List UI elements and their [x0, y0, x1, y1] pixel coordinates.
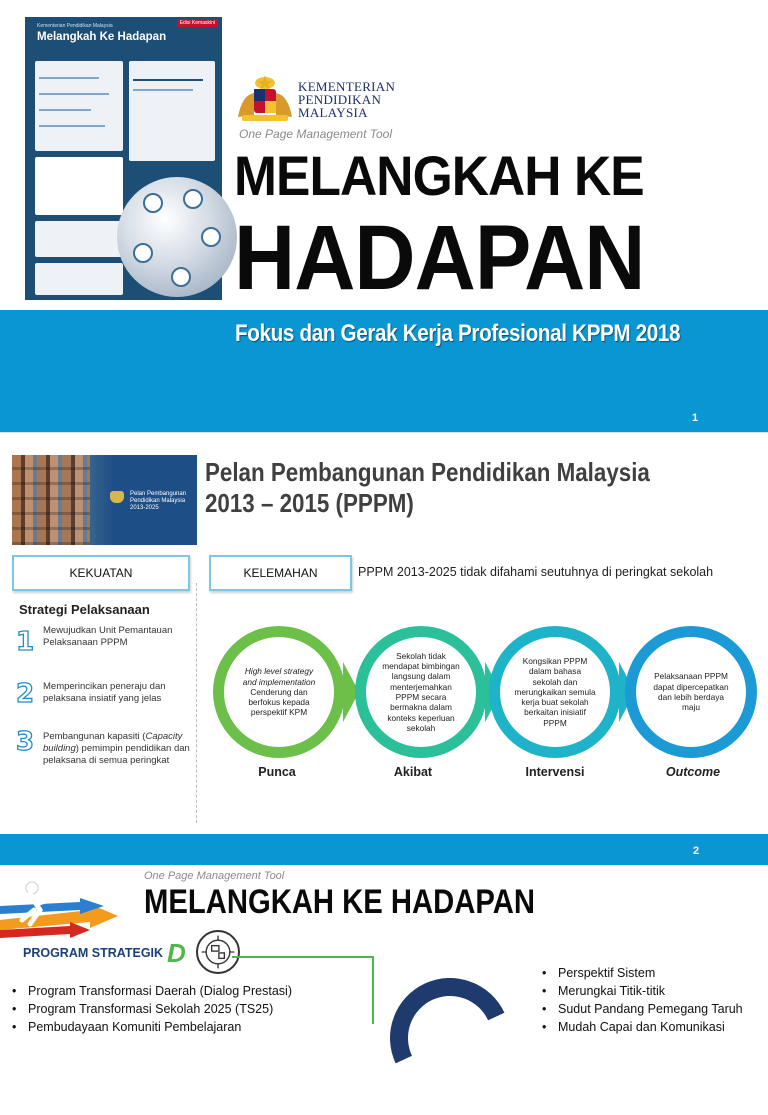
list-item: • Program Transformasi Sekolah 2025 (TS25): [10, 1000, 292, 1018]
flow-label-punca: Punca: [258, 765, 296, 779]
node-icon: [143, 193, 163, 213]
page-number: 1: [692, 412, 699, 424]
strategy-number-2: 2: [16, 679, 35, 709]
subtitle: Fokus dan Gerak Kerja Profesional KPPM 2018: [235, 320, 681, 347]
flow-text-outcome: Pelaksanaan PPPM dapat dipercepatkan dan lebih berdaya maju: [653, 671, 729, 713]
strategy-text-3-b: ) pemimpin pendidikan dan pelaksana di semua peringkat: [43, 743, 190, 766]
thumbnail-text-line: [133, 79, 203, 81]
faces-mosaic: [12, 455, 90, 545]
flow-body-punca: Cenderung dan berfokus kepada perspektif KPM: [248, 686, 310, 718]
principle-list: [540, 964, 743, 1036]
thumbnail-title: Melangkah Ke Hadapan: [37, 31, 167, 43]
node-icon: [183, 189, 203, 209]
flow-label-akibat: Akibat: [393, 765, 433, 779]
kelemahan-box: [209, 555, 352, 591]
thumbnail-ministry-line: Kementerian Pendidikan Malaysia: [37, 23, 113, 29]
tagline: One Page Management Tool: [144, 870, 285, 882]
divider: [196, 583, 197, 823]
kekuatan-box: [12, 555, 190, 591]
thumbnail-text-line: [133, 89, 193, 91]
ministry-line-1: KEMENTERIAN: [298, 79, 396, 94]
node-icon: [171, 267, 191, 287]
flow-text-akibat: Sekolah tidak mendapat bimbingan langsung dalam menterjemahkan PPPM secara bermakna dalam konteks keperluan sekolah: [382, 650, 460, 733]
connector-line: [372, 956, 374, 1024]
thumbnail-tag: Edisi Kemaskini: [177, 19, 218, 27]
title-line-1: Pelan Pembangunan Pendidikan Malaysia: [205, 457, 650, 487]
list-item: • Perspektif Sistem: [540, 964, 743, 982]
flow-italic-punca: High level strategy and implementation: [242, 666, 316, 687]
ministry-line-2: PENDIDIKAN: [298, 92, 382, 107]
kelemahan-label: KELEMAHAN: [243, 566, 318, 580]
list-item: • Pembudayaan Komuniti Pembelajaran: [10, 1018, 292, 1036]
flow-label-intervensi: Intervensi: [525, 765, 585, 779]
thumbnail-panel: [35, 157, 123, 215]
thumbnail-text-line: [39, 93, 109, 95]
program-letter: D: [167, 938, 186, 968]
thumbnail-panel: [35, 263, 123, 295]
strategy-text-1: Mewujudkan Unit Pemantauan Pelaksanaan PPPM: [43, 625, 173, 648]
cover-caption: Pelan Pembangunan Pendidikan Malaysia 2013-2025: [130, 491, 187, 511]
strategy-number-3: 3: [16, 727, 35, 757]
flow-label-outcome: Outcome: [665, 765, 721, 779]
strategy-heading: Strategi Pelaksanaan: [19, 602, 150, 617]
flow-circle-akibat: [356, 627, 486, 757]
slide-1: [0, 0, 768, 432]
kelemahan-text: PPPM 2013-2025 tidak difahami seutuhnya di peringkat sekolah: [358, 565, 714, 579]
list-item: • Merungkai Titik-titik: [540, 982, 743, 1000]
slide-2: [0, 432, 768, 834]
pppm-cover-image: [12, 455, 197, 545]
title-line-2: 2013 – 2015 (PPPM): [205, 488, 414, 518]
flow-circle-intervensi: [490, 627, 620, 757]
title-line-2: HADAPAN: [234, 207, 645, 309]
ministry-line-3: MALAYSIA: [298, 105, 368, 120]
thumbnail-text-line: [39, 125, 105, 127]
thumbnail-text-line: [39, 77, 99, 79]
runner-icon: [0, 880, 130, 940]
flow-text-punca: [238, 666, 320, 717]
strategy-text-3: [43, 731, 191, 767]
node-icon: [133, 243, 153, 263]
strategy-icon: [196, 930, 240, 974]
list-item: • Mudah Capai dan Komunikasi: [540, 1018, 743, 1036]
slide-title: MELANGKAH KE HADAPAN: [144, 883, 535, 921]
slide-3: [0, 834, 768, 1034]
crest-icon: [110, 491, 124, 503]
slide-title: [205, 457, 650, 519]
connector-line: [232, 956, 374, 958]
strategy-text-2: Memperincikan peneraju dan pelaksana insiatif yang jelas: [43, 681, 166, 704]
kekuatan-label: KEKUATAN: [69, 566, 133, 580]
thumbnail-panel: [35, 61, 123, 151]
tagline: One Page Management Tool: [239, 127, 392, 141]
strategy-number-1: 1: [16, 627, 35, 657]
strategy-text-3-a: Pembangunan kapasiti (: [43, 731, 146, 742]
cycle-arc: [373, 961, 527, 1115]
list-item: • Program Transformasi Daerah (Dialog Prestasi): [10, 982, 292, 1000]
strategy-text-3-italic: Capacity building: [43, 731, 183, 754]
poster-thumbnail: [25, 17, 222, 300]
ministry-name: [298, 80, 395, 119]
program-heading: PROGRAM STRATEGIK: [23, 946, 164, 960]
thumbnail-panel: [129, 61, 215, 161]
flow-text-intervensi: Kongsikan PPPM dalam bahasa sekolah dan merungkaikan semula kerja buat sekolah berkaitan inisiatif PPPM: [514, 655, 596, 728]
thumbnail-panel: [35, 221, 123, 257]
list-item: • Sudut Pandang Pemegang Taruh: [540, 1000, 743, 1018]
coat-of-arms-icon: [234, 73, 296, 123]
flow-circle-punca: [214, 627, 344, 757]
title-line-1: MELANGKAH KE: [234, 144, 644, 207]
program-list: [10, 982, 292, 1036]
top-band: [0, 834, 768, 865]
page-number: 2: [693, 845, 700, 857]
thumbnail-text-line: [39, 109, 91, 111]
flow-circle-outcome: [626, 627, 756, 757]
node-icon: [201, 227, 221, 247]
